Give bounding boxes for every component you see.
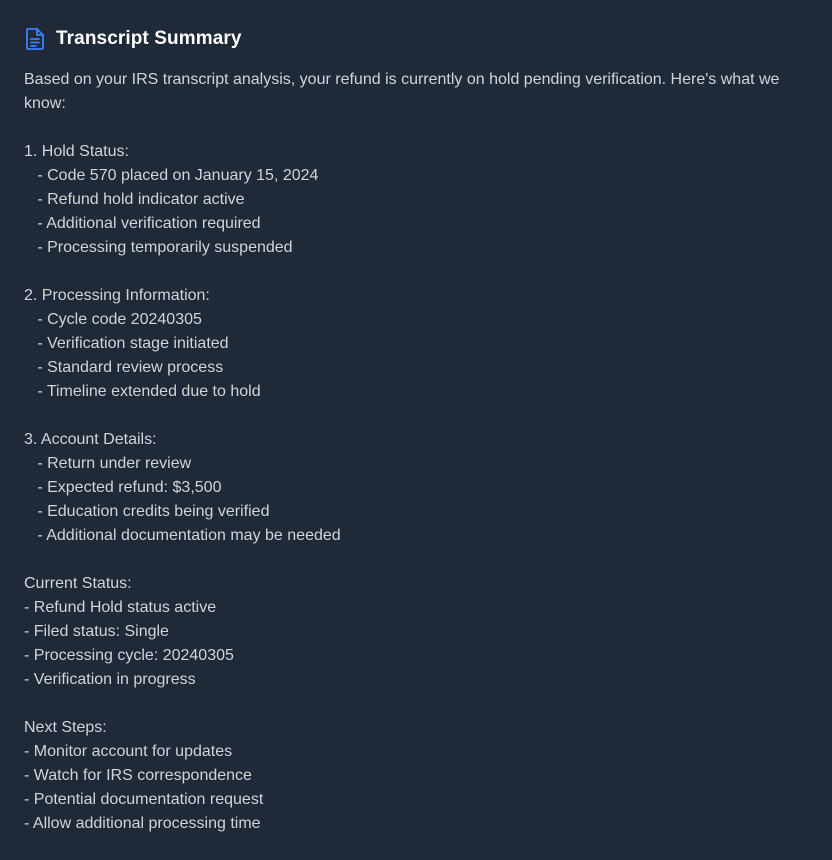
section-heading: Current Status: (24, 575, 132, 592)
summary-header (24, 26, 808, 52)
section-spacer (24, 548, 808, 572)
section-spacer (24, 692, 808, 716)
section-item: - Processing cycle: 20240305 (24, 647, 234, 664)
summary-sections (24, 116, 808, 836)
section-item: - Processing temporarily suspended (24, 239, 293, 256)
section-item: - Potential documentation request (24, 791, 264, 808)
section-item: - Refund hold indicator active (24, 191, 245, 208)
section-item: - Additional verification required (24, 215, 261, 232)
section-item: - Code 570 placed on January 15, 2024 (24, 167, 319, 184)
section-heading: 1. Hold Status: (24, 143, 129, 160)
section-item: - Watch for IRS correspondence (24, 767, 252, 784)
summary-section (24, 140, 808, 260)
section-item: - Filed status: Single (24, 623, 169, 640)
section-item: - Return under review (24, 455, 192, 472)
section-item: - Additional documentation may be needed (24, 527, 341, 544)
section-item: - Standard review process (24, 359, 224, 376)
section-item: - Education credits being verified (24, 503, 270, 520)
section-spacer (24, 260, 808, 284)
section-item: - Monitor account for updates (24, 743, 233, 760)
section-item: - Verification stage initiated (24, 335, 229, 352)
section-heading: 2. Processing Information: (24, 287, 210, 304)
summary-section (24, 716, 808, 836)
section-item: - Verification in progress (24, 671, 196, 688)
section-spacer (24, 116, 808, 140)
summary-body (24, 68, 808, 836)
section-item: - Timeline extended due to hold (24, 383, 261, 400)
section-item: - Expected refund: $3,500 (24, 479, 222, 496)
document-icon (24, 26, 46, 52)
section-heading: 3. Account Details: (24, 431, 157, 448)
summary-title: Transcript Summary (56, 28, 242, 49)
section-heading: Next Steps: (24, 719, 107, 736)
section-item: - Cycle code 20240305 (24, 311, 202, 328)
section-item: - Refund Hold status active (24, 599, 217, 616)
summary-intro: Based on your IRS transcript analysis, your refund is currently on hold pending verification. Here's what we know: (24, 71, 780, 112)
section-item: - Allow additional processing time (24, 815, 261, 832)
summary-section (24, 284, 808, 404)
summary-section (24, 428, 808, 548)
section-spacer (24, 404, 808, 428)
summary-section (24, 572, 808, 692)
